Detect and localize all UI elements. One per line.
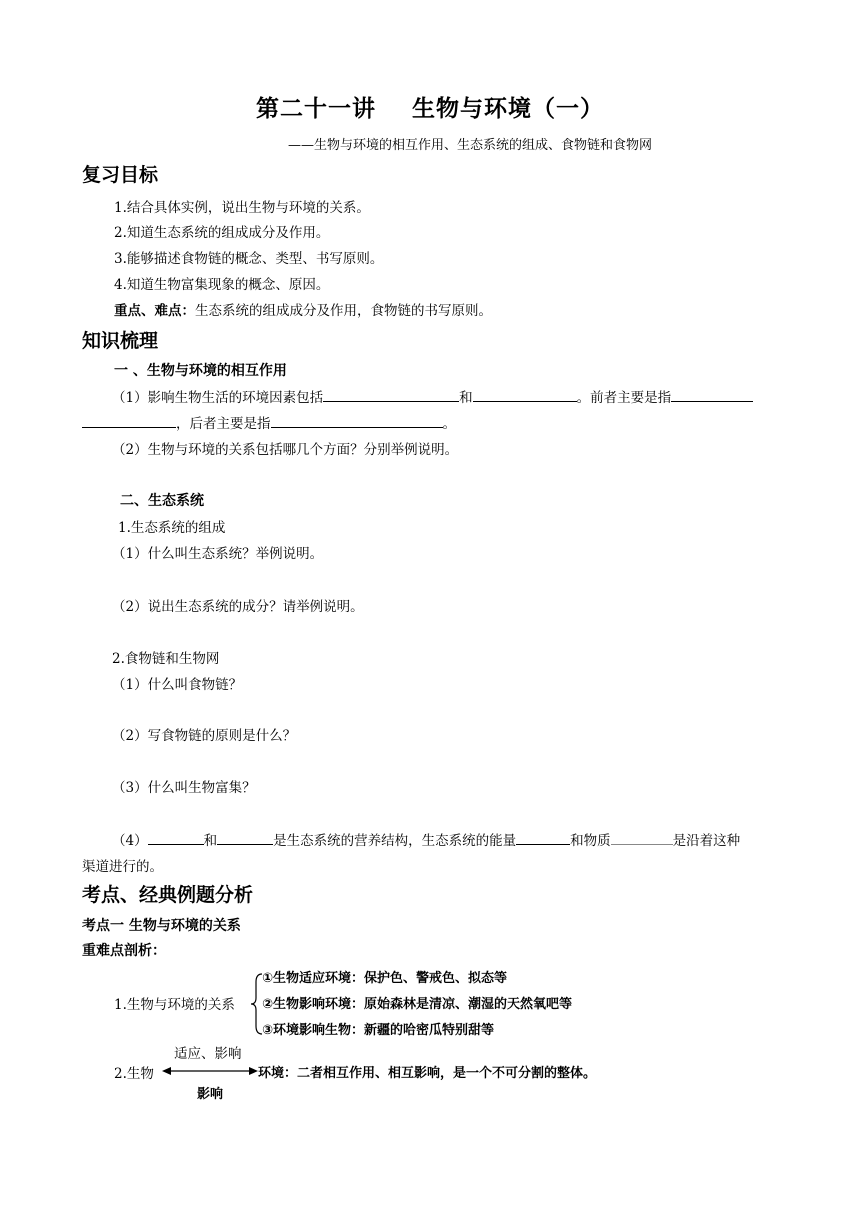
fill-blank[interactable] — [82, 413, 176, 428]
analysis-heading: 考点、经典例题分析 — [82, 884, 254, 906]
sec2-question: （3）什么叫生物富集？ — [112, 780, 256, 796]
arrow-right-label: 环境：二者相互作用、相互影响，是一个不可分割的整体。 — [258, 1066, 597, 1081]
review-item: 4.知道生物富集现象的概念、原因。 — [114, 277, 330, 293]
key-text: 生态系统的组成成分及作用，食物链的书写原则。 — [195, 303, 492, 319]
sec1-question-1: （1）影响生物生活的环境因素包括 和 。前者主要是指 — [112, 386, 753, 406]
sec2-question: （1）什么叫生态系统？举例说明。 — [112, 546, 324, 562]
knowledge-heading: 知识梳理 — [82, 330, 159, 352]
fill-blank[interactable] — [473, 387, 577, 402]
section1-title: 一 、生物与环境的相互作用 — [114, 363, 287, 379]
title-lecture: 第二十一讲 — [256, 96, 376, 122]
arrow-top-label: 适应、影响 — [174, 1046, 242, 1062]
page-title — [0, 90, 860, 123]
review-item: 1.结合具体实例，说出生物与环境的关系。 — [114, 200, 370, 216]
review-item: 2.知道生态系统的组成成分及作用。 — [114, 225, 330, 241]
relation-item: ②生物影响环境：原始森林是清凉、潮湿的天然氧吧等 — [262, 997, 573, 1012]
arrow-left-label: 2.生物 — [114, 1066, 154, 1082]
sec2-question: （2）写食物链的原则是什么？ — [112, 728, 297, 744]
fill-blank[interactable] — [516, 830, 570, 845]
title-topic: 生物与环境（一） — [412, 96, 604, 122]
sec2-question: （2）说出生态系统的成分？请举例说明。 — [112, 599, 364, 615]
review-item: 3.能够描述食物链的概念、类型、书写原则。 — [114, 251, 384, 267]
relation-item: ①生物适应环境：保护色、警戒色、拟态等 — [262, 971, 508, 986]
relation-item: ③环境影响生物：新疆的哈密瓜特别甜等 — [262, 1023, 495, 1038]
sec2-sub1: 1.生态系统的组成 — [118, 520, 226, 536]
fill-blank[interactable] — [148, 830, 204, 845]
review-heading: 复习目标 — [82, 164, 159, 186]
fill-blank[interactable] — [271, 413, 443, 428]
fill-blank[interactable] — [323, 387, 459, 402]
fill-blank[interactable] — [611, 830, 673, 845]
sec2-question: （1）什么叫食物链？ — [112, 677, 243, 693]
fill-blank[interactable] — [217, 830, 273, 845]
arrow-bottom-label: 影响 — [197, 1087, 224, 1102]
section2-title: 二、生态系统 — [120, 493, 204, 509]
key-points — [114, 299, 492, 319]
sec1-question-2: （2）生物与环境的关系包括哪几个方面？分别举例说明。 — [112, 442, 459, 458]
key-label: 重点、难点： — [114, 303, 195, 319]
double-arrow-icon — [162, 1064, 258, 1078]
point1-title: 考点一 生物与环境的关系 — [82, 918, 241, 934]
sec1-question-1-cont: ，后者主要是指 。 — [82, 412, 456, 432]
sec2-question-4: （4） 和 是生态系统的营养结构，生态系统的能量 和物质 是沿着这种 — [112, 829, 740, 849]
subtitle: ——生物与环境的相互作用、生态系统的组成、食物链和食物网 — [287, 138, 652, 153]
sec2-sub2: 2.食物链和生物网 — [112, 651, 220, 667]
sec2-question-4-cont: 渠道进行的。 — [82, 859, 163, 875]
relation-label: 1.生物与环境的关系 — [114, 997, 235, 1013]
fill-blank[interactable] — [671, 387, 753, 402]
analysis-sub: 重难点剖析： — [82, 943, 166, 959]
